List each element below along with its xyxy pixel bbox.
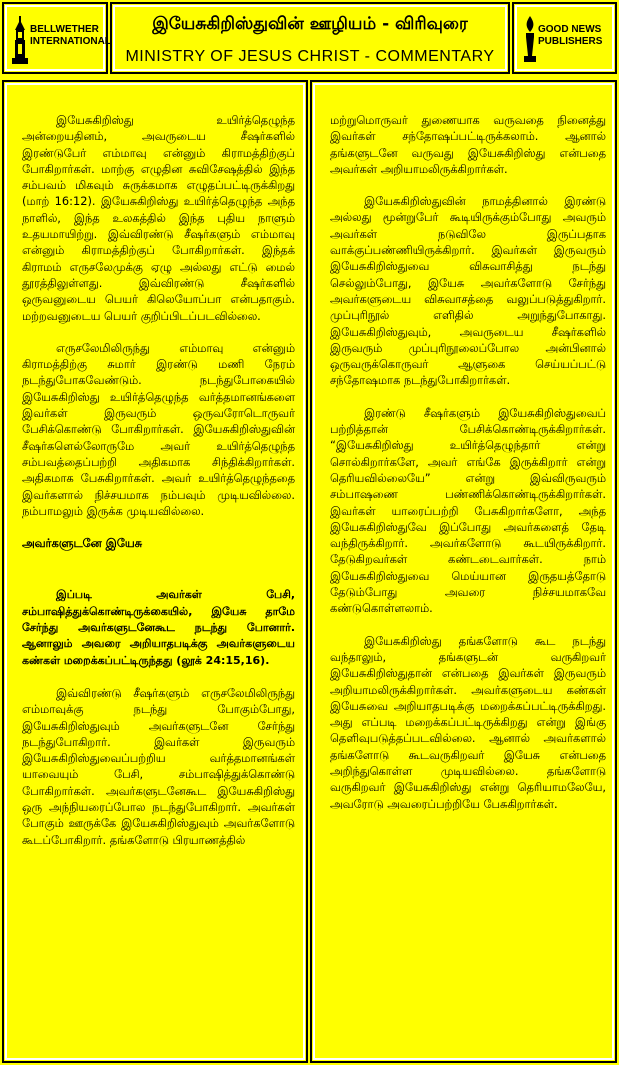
header	[0, 0, 619, 76]
left-column-panel	[2, 80, 308, 1063]
good-news-logo	[512, 2, 617, 74]
good-news-logo-text	[538, 24, 616, 48]
title-banner	[110, 2, 510, 74]
logo-line: PUBLISHERS	[538, 36, 603, 47]
logo-line: BELLWETHER	[30, 24, 99, 35]
paragraph: இயேசுகிறிஸ்துவின் நாமத்தினால் இரண்டு அல்லது மூன்றுபேர் கூடியிருக்கும்போது அவரும் அவர்கள் நடுவிலே இருப்பதாக வாக்குப்பண்ணியிருக்கிறார். இவர்கள் இருவரும் இயேசுகிறிஸ்துவை விசுவாசித்து நடந்து செல்லும்போது, இயேசு அவர்களோடு சேர்ந்து அவர்களுடைய விசுவாசத்தை வலுப்படுத்துகிறார். முப்புரிநூல் எளிதில் அறுந்துபோகாது. இயேசுகிறிஸ்துவும், அவருடைய சீஷர்களில் இருவரும் முப்புரிநூலைப்போல அன்பினால் ஒருவருக்கொருவர் ஆளுகை செய்யப்பட்டு சந்தோஷமாக நடந்துபோகிறார்கள்.	[330, 194, 606, 388]
paragraph: மற்றுமொருவர் துணையாக வருவதை நினைத்து இவர்கள் சந்தோஷப்பட்டிருக்கலாம். ஆனால் தங்களுடனே வருவது இயேசுகிறிஸ்து என்பதை அவர்கள் அறியாமலிருக்கிறார்கள்.	[330, 113, 606, 176]
bell-tower-icon	[12, 16, 28, 66]
bellwether-logo	[2, 2, 111, 74]
bellwether-logo-text	[30, 24, 111, 48]
paragraph: இயேசுகிறிஸ்து தங்களோடு கூட நடந்து வந்தாலும், தங்களுடன் வருகிறவர் இயேசுகிறிஸ்துதான் என்பதை இவர்கள் இருவரும் அறியாமலிருக்கிறார்கள். அவர்களுடைய கண்கள் இயேசுவை அறியாதபடிக்கு மறைக்கப்பட்டிருக்கிறது. அது எப்படி மறைக்கப்பட்டிருக்கிறது என்று இங்கு தெளிவுபடுத்தப்படவில்லை. ஆனால் அவர்களால் தங்களோடு கூடவருகிறவர் இயேசு என்பதை அறிந்துகொள்ள முடியவில்லை. தங்களோடு வருகிறவர் இயேசுகிறிஸ்து என்று தெரியாமலேயே, அவரோடு அவரைப்பற்றியே பேசுகிறார்கள்.	[330, 633, 606, 811]
paragraph: இயேசுகிறிஸ்து உயிர்த்தெழுந்த அன்றையதினம், அவருடைய சீஷர்களில் இரண்டுபேர் எம்மாவு என்னும் கிராமத்திற்குப் போகிறார்கள். மாற்கு எழுதின சுவிசேஷத்தில் இந்த சம்பவம் மிகவும் சுருக்கமாக எழுதப்பட்டிருக்கிறது (மாற் 16:12). இயேசுகிறிஸ்து உயிர்த்தெழுந்த அந்த நாளில், இந்த உலகத்தில் இந்த புதிய நாளும் உதயமாயிற்று. இவ்விரண்டு சீஷர்களும் எம்மாவு என்னும் கிராமத்திற்குப் போகிறார்கள். இந்தக் கிராமம் எருசலேமுக்கு ஏழு அல்லது எட்டு மைல் தூரத்திலுள்ளது. இவ்விரண்டு சீஷர்களில் ஒருவனுடைய பெயர் கிலெயோப்பா என்பதாகும். மற்றவனுடைய பெயர் குறிப்பிடப்படவில்லை.	[22, 113, 295, 323]
scripture-quote: இப்படி அவர்கள் பேசி, சம்பாஷித்துக்கொண்டிருக்கையில், இயேசு தாமே சேர்ந்து அவர்களுடனேகூட நடந்து போனார். ஆனாலும் அவரை அறியாதபடிக்கு அவர்களுடைய கண்கள் மறைக்கப்பட்டிருந்தது (லூக் 24:15,16).	[22, 588, 295, 667]
paragraph: இரண்டு சீஷர்களும் இயேசுகிறிஸ்துவைப் பற்றித்தான் பேசிக்கொண்டிருக்கிறார்கள். “இயேசுகிறிஸ்து உயிர்த்தெழுந்தார் என்று சொல்கிறார்களே, அவர் எங்கே இருக்கிறார் என்று தெரியவில்லையே” என்று இவ்விருவரும் சம்பாஷணை பண்ணிக்கொண்டிருக்கிறார்கள். இவர்கள் யாரைப்பற்றி பேசுகிறார்களோ, அந்த இயேசுகிறிஸ்துவே இப்போது அவர்களைத் தேடி வந்திருக்கிறார். அவர்களோடு கூடயிருக்கிறார். தேடுகிறவர்கள் கண்டடைவார்கள். நாம் இயேசுகிறிஸ்துவை மெய்யான இருதயத்தோடு தேடும்போது அவரை நிச்சயமாகவே கண்டுகொள்ளலாம்.	[330, 405, 606, 616]
page-title-tamil: இயேசுகிறிஸ்துவின் ஊழியம் - விரிவுரை	[152, 14, 468, 34]
page-title-english: MINISTRY OF JESUS CHRIST - COMMENTARY	[125, 48, 495, 65]
left-column-text	[22, 112, 295, 864]
logo-line: GOOD NEWS	[538, 24, 602, 35]
right-column-panel	[310, 80, 617, 1063]
section-heading: அவர்களுடனே இயேசு	[22, 536, 143, 551]
paragraph: எருசலேமிலிருந்து எம்மாவு என்னும் கிராமத்திற்கு சுமார் இரண்டு மணி நேரம் நடந்துபோகவேண்டும். நடந்துபோகையில் இயேசுகிறிஸ்து உயிர்த்தெழுந்த வர்த்தமானங்களை இவர்கள் இருவரும் ஒருவரோடொருவர் பேசிக்கொண்டு போகிறார்கள். இயேசுகிறிஸ்துவின் சீஷர்களெல்லோருமே அவர் உயிர்த்தெழுந்த சம்பவத்தைப்பற்றி அதிகமாக சிந்திக்கிறார்கள். அதிகமாக பேசுகிறார்கள். அவர் உயிர்த்தெழுந்ததை இவர்களால் நிச்சயமாக நம்பவும் முடியவில்லை. நம்பாமலும் இருக்க முடியவில்லை.	[22, 340, 295, 518]
right-column-text	[330, 112, 606, 828]
paragraph: இவ்விரண்டு சீஷர்களும் எருசலேமிலிருந்து எம்மாவுக்கு நடந்து போகும்போது, இயேசுகிறிஸ்துவும் அவர்களுடனே சேர்ந்து நடந்துபோகிறார். இவர்கள் இருவரும் இயேசுகிறிஸ்துவைப்பற்றிய வர்த்தமானங்கள் யாவையும் பேசி, சம்பாஷித்துக்கொண்டு போகிறார்கள். அவர்களுடனேகூட இயேசுகிறிஸ்து ஒரு அந்நியரைப்போல நடந்துபோகிறார். அவர்கள் போகும் ஊருக்கே இயேசுகிறிஸ்துவும் அவர்களோடு கூடப்போகிறார். தங்களோடு பிரயாணத்தில்	[22, 685, 295, 847]
logo-line: INTERNATIONAL	[30, 36, 111, 47]
torch-icon	[523, 16, 537, 64]
